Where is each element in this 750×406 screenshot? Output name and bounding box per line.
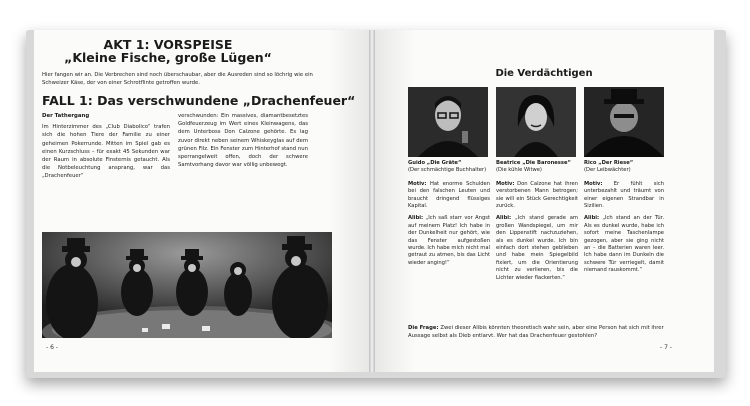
suspect-role: (Die kühle Witwe) xyxy=(496,167,542,174)
intro-text: Hier fangen wir an. Die Verbrechen sind noch überschaubar, aber die Ausreden sind so löchrig wie ein Schweizer Käse, der von einer Schrotflinte getroffen wurde. xyxy=(42,72,313,86)
suspect-name: Beatrice „Die Baronesse“ xyxy=(496,160,571,166)
suspect-portrait-guido xyxy=(408,87,488,157)
suspect-motive: Motiv: Er fühlt sich unterbezahlt und träumt von einer eigenen Strandbar in Sizilien. xyxy=(584,180,664,210)
suspect-portrait-beatrice xyxy=(496,87,576,157)
act-title: AKT 1: VORSPEISE xyxy=(103,37,233,52)
suspect-name: Rico „Der Riese“ xyxy=(584,160,634,166)
case-column-left xyxy=(42,112,170,184)
case-title: FALL 1: Das verschwundene „Drachenfeuer“ xyxy=(42,93,356,108)
suspects-title: Die Verdächtigen xyxy=(495,68,593,79)
poker-scene-illustration xyxy=(42,232,332,338)
suspect-role: (Der Leibwächter) xyxy=(584,167,631,174)
suspect-motive: Motiv: Hat enorme Schulden bei den falschen Leuten und braucht dringend flüssiges Kapital. xyxy=(408,180,490,210)
suspect-card-beatrice xyxy=(496,160,578,287)
section-heading: Der Tathergang xyxy=(42,113,90,119)
suspect-card-rico xyxy=(584,160,664,280)
suspect-name: Guido „Die Gräte“ xyxy=(408,160,462,166)
suspect-card-guido xyxy=(408,160,490,272)
page-number-left: - 6 - xyxy=(46,344,58,351)
suspect-alibi: Alibi: „Ich stand an der Tür. Als es dunkel wurde, habe ich sofort meine Taschenlampe gezogen, aber sie ging nicht an – die Batterien waren leer. Ich habe dann im Dunkeln die schwere Tür verriegelt, damit niemand rauskommt.“ xyxy=(584,215,664,274)
book-spine xyxy=(369,30,375,372)
case-text-part2: verschwunden: Ein massives, diamantbesetztes Goldfeuerzeug im Wert eines Kleinwagens, das dem Unterboss Don Calzone gehörte. Es lag zuvor direkt neben seinem Whiskeyglas auf dem grünen Filz. Ein Fenster zum Hinterhof stand nun sperrangelweit offen, doch der schwere Samtvorhang davor war völlig unbewegt. xyxy=(178,113,308,169)
question-text: Die Frage: Zwei dieser Alibis könnten theoretisch wahr sein, aber eine Person hat sich mit ihrer Aussage selbst als Dieb entlarvt. Wer hat das Drachenfeuer gestohlen? xyxy=(408,325,664,339)
suspect-portrait-rico xyxy=(584,87,664,157)
suspect-alibi: Alibi: „Ich stand gerade am großen Wandspiegel, um mir den Lippenstift nachzuziehen, als es dunkel wurde. Ich bin einfach dort stehen geblieben und habe mein Spiegelbild fixiert, um die Orientierung nicht zu verlieren, bis die Lichter wieder flackerten.“ xyxy=(496,215,578,281)
case-column-right xyxy=(178,112,308,172)
act-subtitle: „Kleine Fische, große Lügen“ xyxy=(64,50,272,65)
case-text-part1: Im Hinterzimmer des „Club Diabolico“ trafen sich die hohen Tiere der Familie zu einer geheimen Pokerrunde. Mitten im Spiel gab es einen Kurzschluss – für exakt 45 Sekunden war der Raum in absolute Finsternis getaucht. Als die Notbeleuchtung ansprang, war das „Drachenfeuer“ xyxy=(42,124,170,180)
page-number-right: - 7 - xyxy=(660,344,672,351)
suspect-role: (Der schmächtige Buchhalter) xyxy=(408,167,487,174)
suspect-motive: Motiv: Don Calzone hat ihren verstorbenen Mann betrogen; sie will ein Stück Gerechtigkeit zurück. xyxy=(496,180,578,210)
suspect-alibi: Alibi: „Ich saß starr vor Angst auf meinem Platz! Ich habe in der Dunkelheit nur gehört, wie das Fenster aufgestoßen wurde. Ich habe mich nicht mal getraut zu atmen, bis das Licht wieder anging!“ xyxy=(408,215,490,266)
